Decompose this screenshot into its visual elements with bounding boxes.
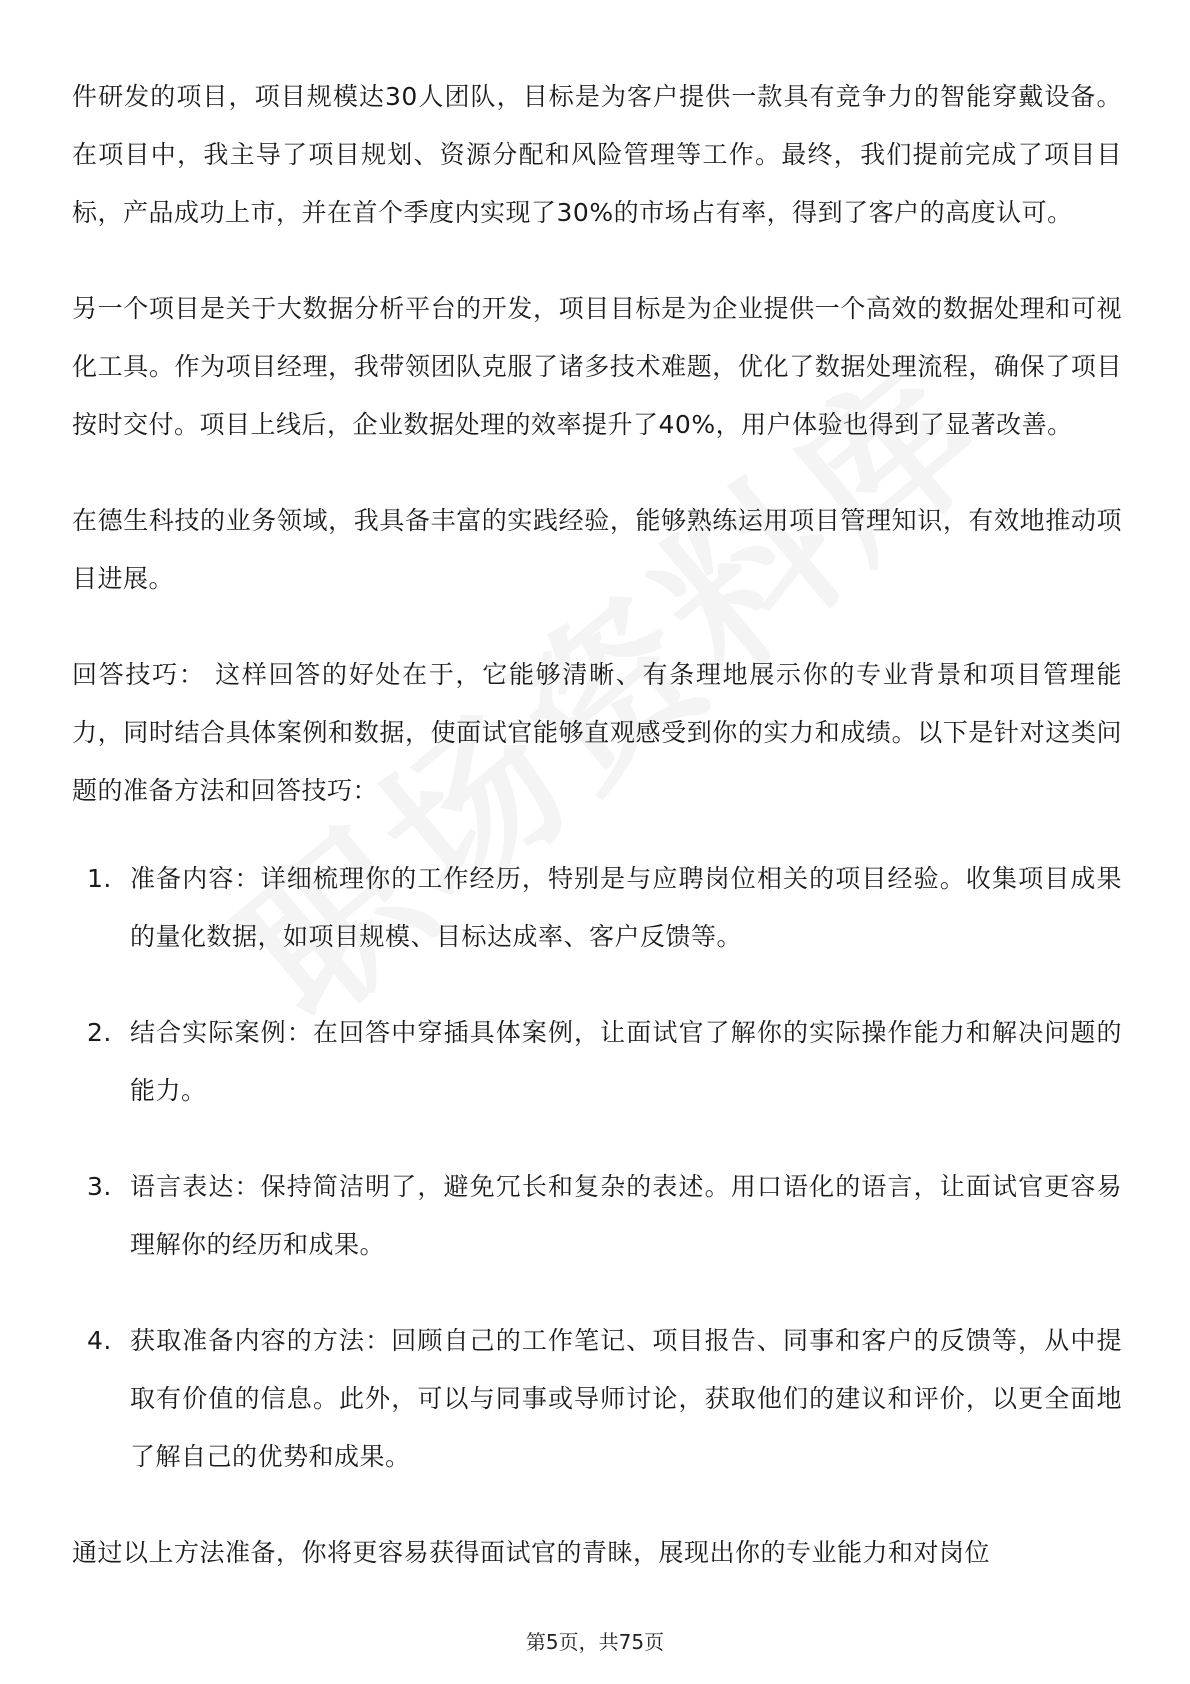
list-item-text: 获取准备内容的方法：回顾自己的工作笔记、项目报告、同事和客户的反馈等，从中提取有价值的信息。此外，可以与同事或导师讨论，获取他们的建议和评价，以更全面地了解自己的优势和成果。: [130, 1326, 1122, 1471]
list-item-number: 3.: [87, 1172, 112, 1201]
list-item-text: 语言表达：保持简洁明了，避免冗长和复杂的表述。用口语化的语言，让面试官更容易理解你的经历和成果。: [130, 1172, 1122, 1259]
paragraph-project-bigdata: 另一个项目是关于大数据分析平台的开发，项目目标是为企业提供一个高效的数据处理和可视化工具。作为项目经理，我带领团队克服了诸多技术难题，优化了数据处理流程，确保了项目按时交付。项目上线后，企业数据处理的效率提升了40%，用户体验也得到了显著改善。: [72, 294, 1122, 439]
list-item-number: 1.: [87, 864, 112, 893]
list-item: [72, 850, 1122, 966]
paragraph-project-wearable: 件研发的项目，项目规模达30人团队，目标是为客户提供一款具有竞争力的智能穿戴设备。在项目中，我主导了项目规划、资源分配和风险管理等工作。最终，我们提前完成了项目目标，产品成功上市，并在首个季度内实现了30%的市场占有率，得到了客户的高度认可。: [72, 82, 1122, 227]
list-item-text: 准备内容：详细梳理你的工作经历，特别是与应聘岗位相关的项目经验。收集项目成果的量化数据，如项目规模、目标达成率、客户反馈等。: [130, 864, 1122, 951]
paragraph-domain-experience: 在德生科技的业务领域，我具备丰富的实践经验，能够熟练运用项目管理知识，有效地推动项目进展。: [72, 506, 1122, 593]
list-item: [72, 1004, 1122, 1120]
list-item-number: 2.: [87, 1018, 112, 1047]
paragraph-closing: 通过以上方法准备，你将更容易获得面试官的青睐，展现出你的专业能力和对岗位: [72, 1538, 991, 1567]
document-body: [72, 68, 1122, 1582]
list-item: [72, 1158, 1122, 1274]
list-item: [72, 1312, 1122, 1486]
tips-list: [72, 850, 1122, 1486]
list-item-text: 结合实际案例：在回答中穿插具体案例，让面试官了解你的实际操作能力和解决问题的能力。: [130, 1018, 1122, 1105]
paragraph-answer-tips: 回答技巧： 这样回答的好处在于，它能够清晰、有条理地展示你的专业背景和项目管理能力，同时结合具体案例和数据，使面试官能够直观感受到你的实力和成绩。以下是针对这类问题的准备方法和回答技巧：: [72, 660, 1122, 805]
page-footer: 第5页，共75页: [525, 1630, 665, 1654]
list-item-number: 4.: [87, 1326, 112, 1355]
